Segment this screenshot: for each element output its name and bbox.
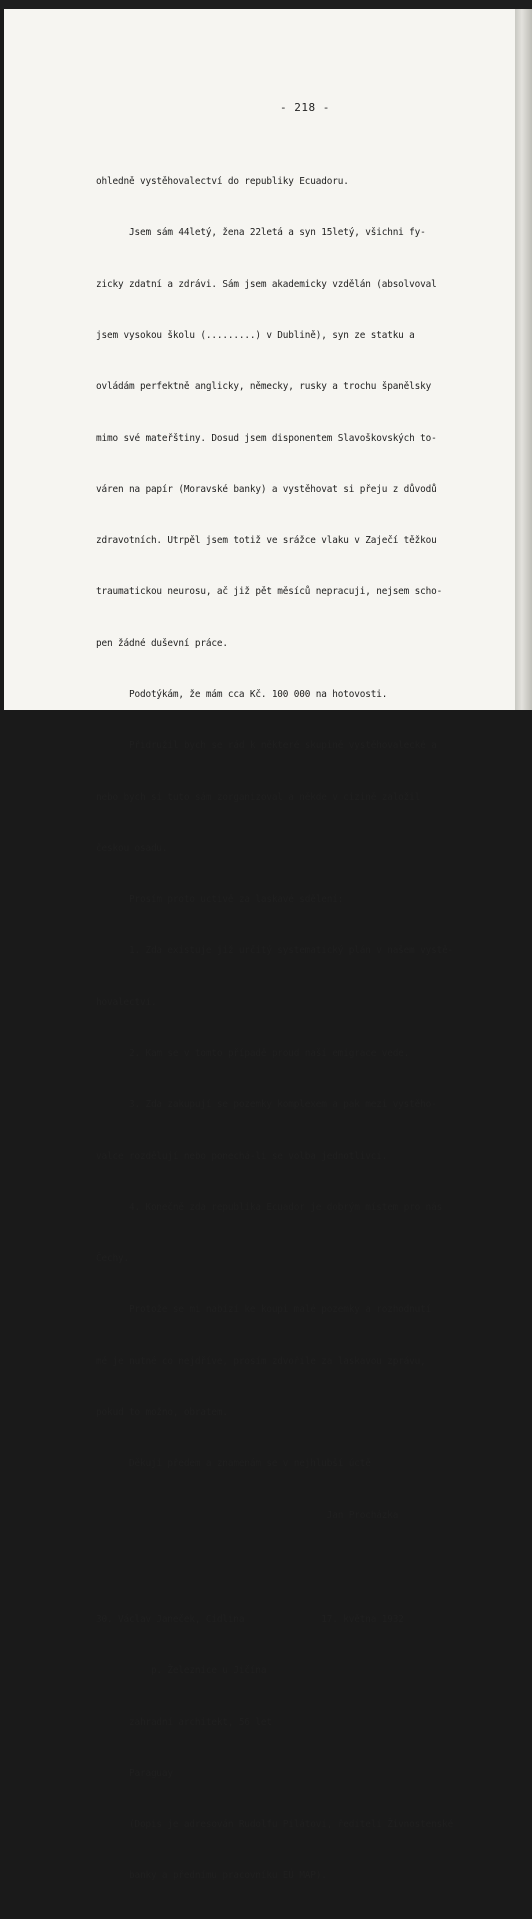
body-line: 3. Zda zakupují se pozemky komplexem a pak mezi vystěho-	[96, 1099, 437, 1111]
body-line: Jsem sám 44letý, žena 22letá a syn 15letý, všichni fy-	[96, 227, 426, 239]
body-line: ohledně vystěhovalectví do republiky Ecuadoru.	[96, 176, 349, 188]
signature-line: Jan Procházka	[96, 1509, 399, 1521]
document-page	[4, 9, 516, 1882]
scan-border-bottom	[0, 710, 532, 720]
body-line: Podotýkám, že mám cca Kč. 100 000 na hotovosti.	[96, 689, 388, 700]
body-line: Děkuji předem a znamenám se v nejhlubší úctě	[96, 1458, 371, 1470]
body-line: jsem vysokou školu (.........) v Dublině), syn ze statku a	[96, 330, 415, 342]
entry-line: (Dopis je adresován Rudolfu Pilátovi, řediteli Živnostenské	[96, 1819, 454, 1831]
body-line: mimo své mateřštiny. Dosud jsem disponentem Slavoškovských to-	[96, 432, 437, 444]
body-line: 1. Zda existuje již určitý systematický plán v našem vystě-	[96, 945, 454, 957]
entry-line: Paraguay	[96, 1767, 173, 1779]
entry-line: zahradní architekt, 56 let	[96, 1716, 272, 1728]
body-line: českou osadu.	[96, 842, 168, 854]
body-line: zicky zdatní a zdrávi. Sám jsem akademicky vzdělán (absolvoval	[96, 278, 437, 290]
body-line: Čechy.	[96, 1253, 129, 1265]
entry-line: 30. Václav Janeček, Cidlina 17. května 1932	[96, 1613, 404, 1625]
underlying-sheet-edge	[515, 9, 532, 711]
page-body	[96, 139, 506, 1919]
body-line: Protože se mi nabízí ke koupi malé pozemky a rozhodnutí	[96, 1304, 432, 1316]
body-line: zdravotních. Utrpěl jsem totiž ve srážce vlaku v Zaječí těžkou	[96, 535, 437, 547]
body-line: 4. Konečně zda republika Ecuador je dobrým místem pro nás	[96, 1201, 443, 1213]
body-line: hovalectví.	[96, 996, 157, 1008]
body-line: 2. Kam se v tomto případě proud naší emigrace vede.	[96, 1047, 410, 1059]
body-line: ovládám perfektně anglicky, německy, rusky a trochu španělsky	[96, 381, 432, 393]
entry-line: p. Železnice u Jičína	[96, 1665, 267, 1677]
body-line: Prosím proto uctivě za laskavé sdělení:	[96, 894, 344, 906]
body-line: váren na papír (Moravské banky) a vystěhovat si přeju z důvodů	[96, 483, 437, 495]
page-number: - 218 -	[280, 101, 330, 114]
paragraph-gap	[96, 1558, 506, 1577]
body-line: traumatickou neurosu, ač již pět měsíců nepracuji, nejsem scho-	[96, 586, 443, 598]
entry-line: banky a přednímu pracovníku EÚ MAP).	[96, 1870, 327, 1882]
body-line: valce rozdělují nebo ponechá-li se volba jednotlivci.	[96, 1150, 388, 1162]
body-line: pokud to možno, obratem.	[96, 1406, 228, 1418]
body-line: pen žádné duševní práce.	[96, 637, 228, 649]
body-line: mé je nutné co nejdříve, prosím zdvořile za laskavou zprávu,	[96, 1355, 426, 1367]
body-line: Přidružil bych se rád k některé skupině vystěhovalecké a	[96, 740, 437, 752]
body-line: nebo bych si tuto sám zorganizoval a někde v cizině založil	[96, 791, 421, 803]
